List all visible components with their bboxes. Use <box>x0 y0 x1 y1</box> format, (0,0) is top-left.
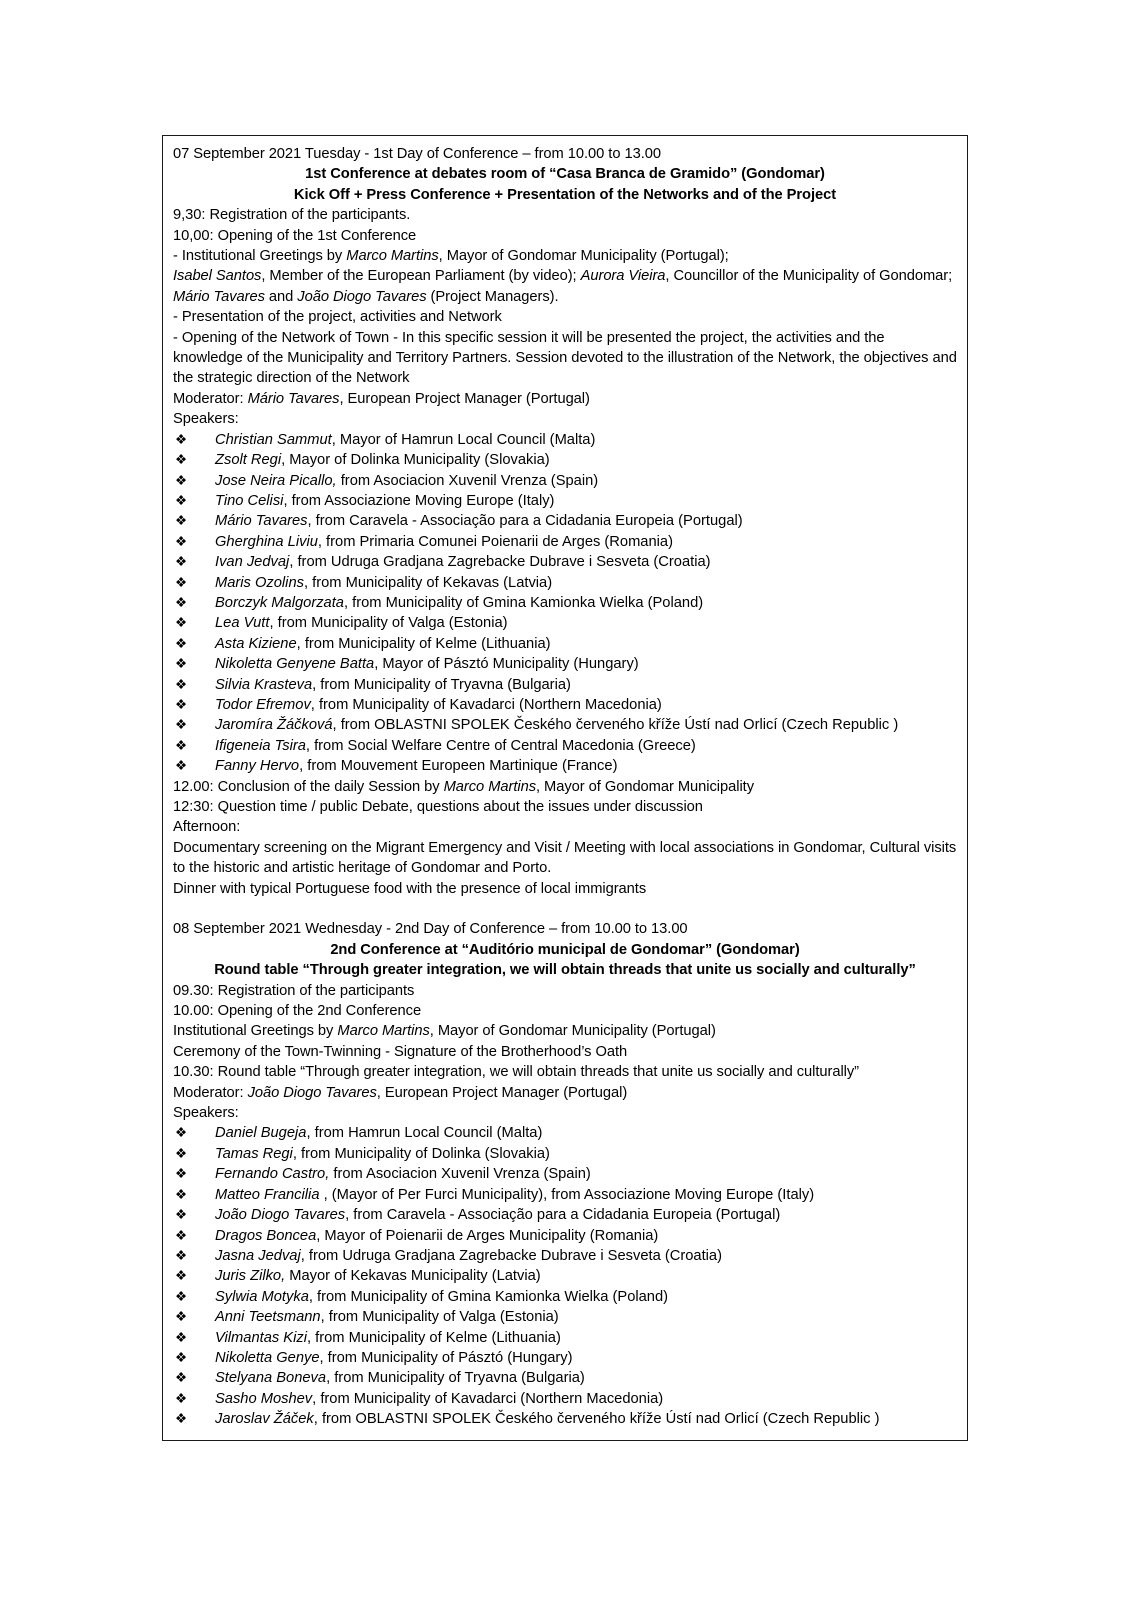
bullet-diamond-icon: ❖ <box>175 492 188 508</box>
emphasis-text: Silvia Krasteva <box>215 676 313 693</box>
bullet-diamond-icon: ❖ <box>175 452 188 468</box>
emphasis-text: Tamas Regi <box>215 1145 293 1162</box>
speaker-list-item <box>173 1246 957 1266</box>
agenda-line: Ceremony of the Town-Twinning - Signature of the Brotherhood’s Oath <box>173 1043 628 1060</box>
speaker-list-item <box>173 613 957 633</box>
speaker-text: Nikoletta Genye, from Municipality of Pásztó (Hungary) <box>215 1349 573 1366</box>
section-spacer <box>173 899 957 919</box>
emphasis-text: Lea Vutt <box>215 615 270 632</box>
speaker-text: Ivan Jedvaj, from Udruga Gradjana Zagrebacke Dubrave i Sesveta (Croatia) <box>215 554 711 571</box>
day1-title-2: Kick Off + Press Conference + Presentation of the Networks and of the Project <box>293 186 837 203</box>
emphasis-text: Gherghina Liviu <box>215 533 318 550</box>
speaker-text: Sylwia Motyka, from Municipality of Gmina Kamionka Wielka (Poland) <box>215 1288 669 1305</box>
speaker-list-item <box>173 756 957 776</box>
bullet-diamond-icon: ❖ <box>175 737 188 753</box>
emphasis-text: Juris Zilko, <box>215 1268 286 1285</box>
speaker-list-item <box>173 1389 957 1409</box>
emphasis-text: Aurora Vieira <box>580 268 666 285</box>
emphasis-text: Nikoletta Genyene Batta <box>215 656 375 673</box>
speaker-text: Jaromíra Žáčková, from OBLASTNI SPOLEK Českého červeného kříže Ústí nad Orlicí (Czech Republic ) <box>215 717 899 734</box>
emphasis-text: Jasna Jedvaj <box>215 1247 301 1264</box>
bullet-diamond-icon: ❖ <box>175 1411 188 1427</box>
agenda-line: 10.00: Opening of the 2nd Conference <box>173 1003 422 1020</box>
emphasis-text: Christian Sammut <box>215 431 332 448</box>
speaker-text: Vilmantas Kizi, from Municipality of Kelme (Lithuania) <box>215 1329 561 1346</box>
agenda-line: Moderator: Mário Tavares, European Project Manager (Portugal) <box>173 390 590 407</box>
emphasis-text: Isabel Santos <box>173 268 262 285</box>
speaker-list-item <box>173 1226 957 1246</box>
speaker-text: Maris Ozolins, from Municipality of Kekavas (Latvia) <box>215 574 553 591</box>
bullet-diamond-icon: ❖ <box>175 1227 188 1243</box>
emphasis-text: Mário Tavares <box>247 390 340 407</box>
emphasis-text: Fanny Hervo <box>215 758 300 775</box>
agenda-line: - Institutional Greetings by Marco Martins, Mayor of Gondomar Municipality (Portugal); <box>173 248 729 265</box>
bullet-diamond-icon: ❖ <box>175 554 188 570</box>
bullet-diamond-icon: ❖ <box>175 1166 188 1182</box>
speaker-list-item <box>173 491 957 511</box>
emphasis-text: Jaroslav Žáček <box>215 1411 314 1428</box>
emphasis-text: Anni Teetsmann <box>215 1309 321 1326</box>
speaker-list-item <box>173 511 957 531</box>
speaker-list-item <box>173 1328 957 1348</box>
speaker-text: Tamas Regi, from Municipality of Dolinka (Slovakia) <box>215 1145 550 1162</box>
emphasis-text: João Diogo Tavares <box>215 1207 346 1224</box>
agenda-line: 09.30: Registration of the participants <box>173 982 415 999</box>
speaker-list-item <box>173 634 957 654</box>
emphasis-text: Ivan Jedvaj <box>215 554 290 571</box>
speaker-list-item <box>173 1164 957 1184</box>
agenda-line: Dinner with typical Portuguese food with the presence of local immigrants <box>173 880 647 897</box>
speaker-list-item <box>173 593 957 613</box>
speaker-text: Matteo Francilia , (Mayor of Per Furci Municipality), from Associazione Moving Europe (Italy) <box>215 1186 815 1203</box>
bullet-diamond-icon: ❖ <box>175 472 188 488</box>
emphasis-text: Marco Martins <box>443 778 536 795</box>
agenda-line: Moderator: João Diogo Tavares, European Project Manager (Portugal) <box>173 1084 628 1101</box>
agenda-line: 10,00: Opening of the 1st Conference <box>173 227 417 244</box>
bullet-diamond-icon: ❖ <box>175 1309 188 1325</box>
speaker-text: Jose Neira Picallo, from Asociacion Xuvenil Vrenza (Spain) <box>215 472 599 489</box>
agenda-line: Documentary screening on the Migrant Emergency and Visit / Meeting with local associations in Gondomar, Cultural visits to the historic and artistic heritage of Gondomar and Porto. <box>173 839 957 877</box>
day1-intro-lines <box>173 205 957 429</box>
bullet-diamond-icon: ❖ <box>175 696 188 712</box>
emphasis-text: Jaromíra Žáčková <box>215 717 333 734</box>
speaker-list-item <box>173 695 957 715</box>
speaker-text: Sasho Moshev, from Municipality of Kavadarci (Northern Macedonia) <box>215 1390 664 1407</box>
speaker-list-item <box>173 1348 957 1368</box>
emphasis-text: Sylwia Motyka <box>215 1288 309 1305</box>
speaker-list-item <box>173 736 957 756</box>
speaker-list-item <box>173 715 957 735</box>
emphasis-text: Marco Martins <box>346 248 439 265</box>
speaker-text: Mário Tavares, from Caravela - Associação para a Cidadania Europeia (Portugal) <box>215 513 743 530</box>
emphasis-text: Matteo Francilia <box>215 1186 324 1203</box>
speaker-text: Borczyk Malgorzata, from Municipality of Gmina Kamionka Wielka (Poland) <box>215 594 704 611</box>
emphasis-text: Daniel Bugeja <box>215 1125 307 1142</box>
speaker-text: Jasna Jedvaj, from Udruga Gradjana Zagrebacke Dubrave i Sesveta (Croatia) <box>215 1247 722 1264</box>
day1-closing-lines <box>173 777 957 899</box>
speaker-list-item <box>173 675 957 695</box>
bullet-diamond-icon: ❖ <box>175 1125 188 1141</box>
emphasis-text: Maris Ozolins <box>215 574 304 591</box>
day2-intro-lines <box>173 981 957 1124</box>
speaker-text: João Diogo Tavares, from Caravela - Associação para a Cidadania Europeia (Portugal) <box>215 1207 781 1224</box>
bullet-diamond-icon: ❖ <box>175 513 188 529</box>
agenda-line: Isabel Santos, Member of the European Parliament (by video); Aurora Vieira, Councillor of the Municipality of Gondomar; Mário Tavares and João Diogo Tavares (Project Managers). <box>173 268 953 305</box>
speaker-list-item <box>173 1368 957 1388</box>
emphasis-text: João Diogo Tavares <box>297 288 427 305</box>
emphasis-text: Sasho Moshev <box>215 1390 313 1407</box>
speaker-list-item <box>173 1185 957 1205</box>
speaker-text: Lea Vutt, from Municipality of Valga (Estonia) <box>215 615 508 632</box>
speaker-list-item <box>173 450 957 470</box>
bullet-diamond-icon: ❖ <box>175 1288 188 1304</box>
speaker-text: Fernando Castro, from Asociacion Xuvenil Vrenza (Spain) <box>215 1166 591 1183</box>
speaker-text: Juris Zilko, Mayor of Kekavas Municipality (Latvia) <box>215 1268 541 1285</box>
bullet-diamond-icon: ❖ <box>175 1329 188 1345</box>
speaker-text: Fanny Hervo, from Mouvement Europeen Martinique (France) <box>215 758 618 775</box>
day2-header-line <box>173 919 957 939</box>
day1-header-rest: - 1st Day of Conference – from 10.00 to 13.00 <box>360 146 661 162</box>
agenda-line: Afternoon: <box>173 819 241 836</box>
speaker-list-item <box>173 552 957 572</box>
speaker-list-item <box>173 532 957 552</box>
bullet-diamond-icon: ❖ <box>175 1207 188 1223</box>
day2-title-1: 2nd Conference at “Auditório municipal de Gondomar” (Gondomar) <box>330 941 800 958</box>
emphasis-text: Mário Tavares <box>215 513 308 530</box>
day2-speaker-list <box>173 1123 957 1429</box>
bullet-diamond-icon: ❖ <box>175 1145 188 1161</box>
emphasis-text: Nikoletta Genye <box>215 1349 320 1366</box>
agenda-line: 10.30: Round table “Through greater integration, we will obtain threads that unite us socially and culturally” <box>173 1064 860 1081</box>
emphasis-text: Mário Tavares <box>173 288 265 305</box>
emphasis-text: Tino Celisi <box>215 492 284 509</box>
speaker-list-item <box>173 573 957 593</box>
day2-date: 08 September 2021 Wednesday <box>173 921 383 938</box>
day1-date: 07 September 2021 Tuesday <box>173 146 361 162</box>
bullet-diamond-icon: ❖ <box>175 1247 188 1263</box>
bullet-diamond-icon: ❖ <box>175 431 188 447</box>
day2-title-2: Round table “Through greater integration, we will obtain threads that unite us socially and culturally” <box>214 962 916 979</box>
agenda-line: - Presentation of the project, activities and Network <box>173 309 502 326</box>
emphasis-text: Marco Martins <box>337 1023 430 1040</box>
speaker-text: Silvia Krasteva, from Municipality of Tryavna (Bulgaria) <box>215 676 571 693</box>
bullet-diamond-icon: ❖ <box>175 615 188 631</box>
bullet-diamond-icon: ❖ <box>175 635 188 651</box>
agenda-line: Speakers: <box>173 1105 239 1122</box>
speaker-list-item <box>173 1123 957 1143</box>
bullet-diamond-icon: ❖ <box>175 533 188 549</box>
speaker-list-item <box>173 1144 957 1164</box>
emphasis-text: Todor Efremov <box>215 696 311 713</box>
emphasis-text: Fernando Castro, <box>215 1166 330 1183</box>
bullet-diamond-icon: ❖ <box>175 676 188 692</box>
speaker-text: Gherghina Liviu, from Primaria Comunei Poienarii de Arges (Romania) <box>215 533 673 550</box>
bullet-diamond-icon: ❖ <box>175 656 188 672</box>
emphasis-text: Asta Kiziene <box>215 635 297 652</box>
speaker-text: Jaroslav Žáček, from OBLASTNI SPOLEK Českého červeného kříže Ústí nad Orlicí (Czech Republic ) <box>215 1411 880 1428</box>
speaker-text: Christian Sammut, Mayor of Hamrun Local Council (Malta) <box>215 431 596 448</box>
day2-header-rest: - 2nd Day of Conference – from 10.00 to 13.00 <box>382 921 688 938</box>
bullet-diamond-icon: ❖ <box>175 758 188 774</box>
speaker-text: Stelyana Boneva, from Municipality of Tryavna (Bulgaria) <box>215 1370 585 1387</box>
day1-title-1: 1st Conference at debates room of “Casa Branca de Gramido” (Gondomar) <box>305 166 825 183</box>
emphasis-text: Ifigeneia Tsira <box>215 737 306 754</box>
emphasis-text: Dragos Boncea <box>215 1227 317 1244</box>
agenda-line: Institutional Greetings by Marco Martins, Mayor of Gondomar Municipality (Portugal) <box>173 1023 716 1040</box>
agenda-line: 9,30: Registration of the participants. <box>173 207 411 224</box>
bullet-diamond-icon: ❖ <box>175 594 188 610</box>
emphasis-text: Vilmantas Kizi <box>215 1329 307 1346</box>
speaker-list-item <box>173 1409 957 1429</box>
speaker-text: Daniel Bugeja, from Hamrun Local Council (Malta) <box>215 1125 543 1142</box>
speaker-list-item <box>173 1266 957 1286</box>
speaker-text: Tino Celisi, from Associazione Moving Europe (Italy) <box>215 492 555 509</box>
conference-agenda-box <box>162 135 968 1441</box>
speaker-text: Nikoletta Genyene Batta, Mayor of Pásztó Municipality (Hungary) <box>215 656 639 673</box>
emphasis-text: Stelyana Boneva <box>215 1370 327 1387</box>
emphasis-text: Zsolt Regi <box>215 452 282 469</box>
speaker-list-item <box>173 1287 957 1307</box>
speaker-text: Dragos Boncea, Mayor of Poienarii de Arges Municipality (Romania) <box>215 1227 659 1244</box>
bullet-diamond-icon: ❖ <box>175 717 188 733</box>
speaker-text: Zsolt Regi, Mayor of Dolinka Municipality (Slovakia) <box>215 452 550 469</box>
bullet-diamond-icon: ❖ <box>175 1186 188 1202</box>
speaker-text: Asta Kiziene, from Municipality of Kelme (Lithuania) <box>215 635 551 652</box>
speaker-list-item <box>173 654 957 674</box>
bullet-diamond-icon: ❖ <box>175 1370 188 1386</box>
speaker-text: Anni Teetsmann, from Municipality of Valga (Estonia) <box>215 1309 559 1326</box>
day1-speaker-list <box>173 430 957 777</box>
emphasis-text: Borczyk Malgorzata <box>215 594 344 611</box>
agenda-line: - Opening of the Network of Town - In this specific session it will be presented the project, the activities and the knowledge of the Municipality and Territory Partners. Session devoted to the illustration of the Network, the objectives and the strategic direction of the Network <box>173 329 957 387</box>
speaker-text: Ifigeneia Tsira, from Social Welfare Centre of Central Macedonia (Greece) <box>215 737 696 754</box>
speaker-text: Todor Efremov, from Municipality of Kavadarci (Northern Macedonia) <box>215 696 662 713</box>
speaker-list-item <box>173 471 957 491</box>
bullet-diamond-icon: ❖ <box>175 574 188 590</box>
speaker-list-item <box>173 1205 957 1225</box>
day1-header-line <box>173 144 957 164</box>
emphasis-text: João Diogo Tavares <box>247 1084 377 1101</box>
agenda-line: Speakers: <box>173 411 239 428</box>
bullet-diamond-icon: ❖ <box>175 1268 188 1284</box>
emphasis-text: Jose Neira Picallo, <box>215 472 337 489</box>
agenda-line: 12:30: Question time / public Debate, questions about the issues under discussion <box>173 799 703 815</box>
speaker-list-item <box>173 1307 957 1327</box>
speaker-list-item <box>173 430 957 450</box>
bullet-diamond-icon: ❖ <box>175 1390 188 1406</box>
agenda-line: 12.00: Conclusion of the daily Session by Marco Martins, Mayor of Gondomar Municipality <box>173 778 754 795</box>
bullet-diamond-icon: ❖ <box>175 1349 188 1365</box>
